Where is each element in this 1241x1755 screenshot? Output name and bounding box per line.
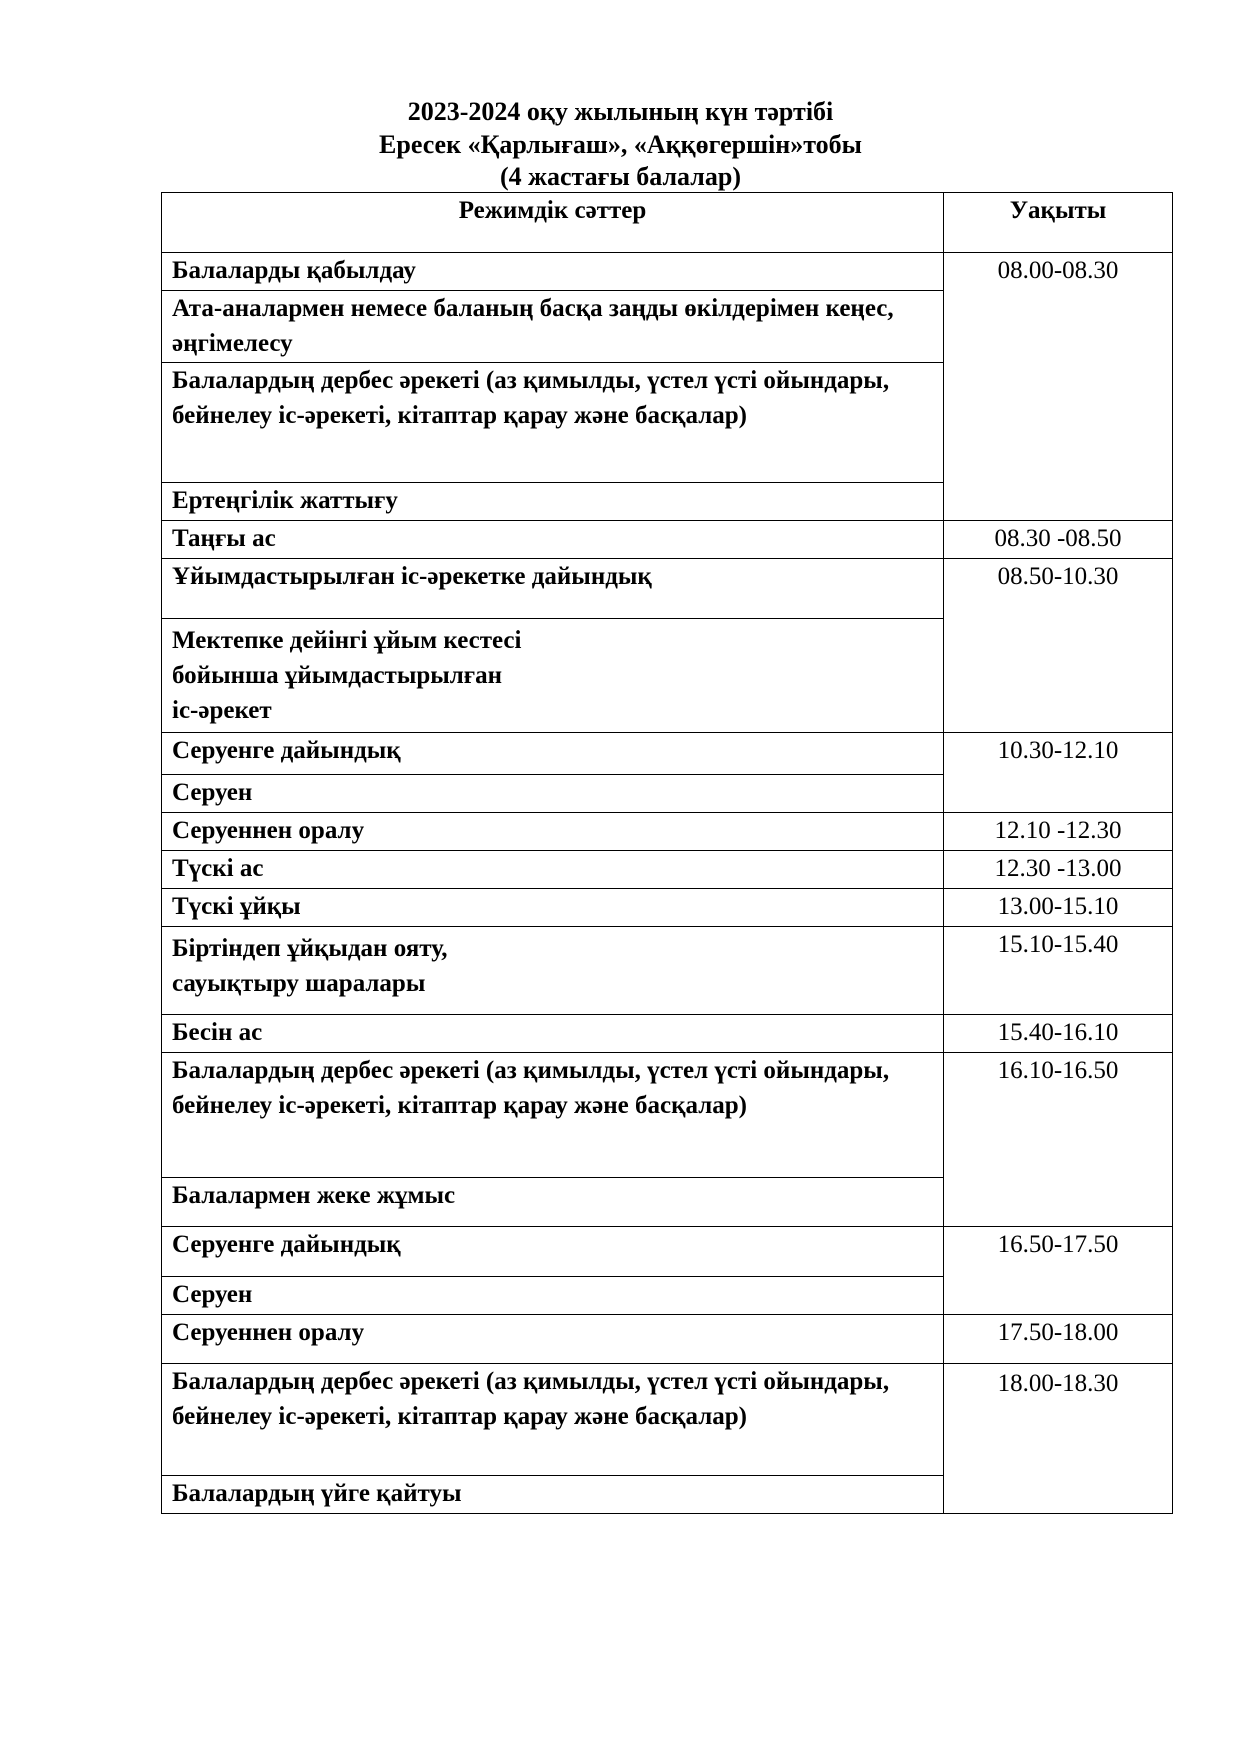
table-row [162, 813, 1173, 851]
table-row [162, 889, 1173, 927]
time-cell: 08.30 -08.50 [944, 521, 1173, 559]
activity-line: бойынша ұйымдастырылған [172, 662, 503, 689]
table-header-row [162, 193, 1173, 253]
activity-cell: Түскі ұйқы [162, 889, 944, 927]
time-cell: 12.30 -13.00 [944, 851, 1173, 889]
document-title: 2023-2024 оқу жылының күн тәртібі [407, 97, 834, 126]
time-cell: 15.40-16.10 [944, 1015, 1173, 1053]
time-cell: 17.50-18.00 [944, 1315, 1173, 1364]
table-row [162, 1015, 1173, 1053]
table-row [162, 1315, 1173, 1364]
time-cell: 08.50-10.30 [944, 559, 1173, 733]
group-name: Ересек «Қарлығаш», «Аққөгершін»тобы [379, 130, 862, 159]
time-cell: 13.00-15.10 [944, 889, 1173, 927]
activity-cell: Балалардың дербес әрекеті (аз қимылды, үстел үсті ойындары, бейнелеу іс-әрекеті, кітаптар қарау және басқалар) [162, 1053, 944, 1178]
schedule-table [161, 192, 1173, 1514]
activity-cell: Серуеннен оралу [162, 1315, 944, 1364]
time-cell: 08.00-08.30 [944, 253, 1173, 521]
table-row [162, 1053, 1173, 1178]
time-cell: 18.00-18.30 [944, 1364, 1173, 1514]
activity-line: сауықтыру шаралары [172, 970, 426, 997]
time-cell: 10.30-12.10 [944, 733, 1173, 813]
table-row [162, 559, 1173, 619]
activity-cell: Серуен [162, 775, 944, 813]
activity-cell: Бесін ас [162, 1015, 944, 1053]
activity-cell [162, 619, 944, 733]
age-group: (4 жастағы балалар) [500, 162, 741, 191]
table-row [162, 851, 1173, 889]
activity-cell: Серуен [162, 1277, 944, 1315]
activity-cell: Ата-аналармен немесе баланың басқа заңды өкілдерімен кеңес, әңгімелесу [162, 291, 944, 363]
activity-cell: Түскі ас [162, 851, 944, 889]
activity-cell: Балалардың дербес әрекеті (аз қимылды, үстел үсті ойындары, бейнелеу іс-әрекеті, кітаптар қарау және басқалар) [162, 363, 944, 483]
table-row [162, 733, 1173, 775]
activity-cell: Балалардың үйге қайтуы [162, 1476, 944, 1514]
activity-cell: Ұйымдастырылған іс-әрекетке дайындық [162, 559, 944, 619]
header-activity: Режимдік сәттер [162, 193, 944, 253]
activity-cell: Балаларды қабылдау [162, 253, 944, 291]
activity-cell: Таңғы ас [162, 521, 944, 559]
activity-line: Біртіндеп ұйқыдан ояту, [172, 935, 448, 962]
activity-cell: Серуенге дайындық [162, 733, 944, 775]
activity-cell: Ертеңгілік жаттығу [162, 483, 944, 521]
table-row [162, 1227, 1173, 1277]
activity-line: Мектепке дейінгі ұйым кестесі [172, 627, 522, 654]
time-cell: 16.50-17.50 [944, 1227, 1173, 1315]
activity-cell: Балалармен жеке жұмыс [162, 1178, 944, 1227]
activity-cell [162, 927, 944, 1015]
time-cell: 12.10 -12.30 [944, 813, 1173, 851]
table-row [162, 253, 1173, 291]
table-row [162, 1364, 1173, 1476]
activity-line: іс-әрекет [172, 697, 272, 724]
header-time: Уақыты [944, 193, 1173, 253]
activity-cell: Серуенге дайындық [162, 1227, 944, 1277]
table-row [162, 521, 1173, 559]
activity-cell: Балалардың дербес әрекеті (аз қимылды, үстел үсті ойындары, бейнелеу іс-әрекеті, кітаптар қарау және басқалар) [162, 1364, 944, 1476]
activity-cell: Серуеннен оралу [162, 813, 944, 851]
table-row [162, 927, 1173, 1015]
time-cell: 15.10-15.40 [944, 927, 1173, 1015]
time-cell: 16.10-16.50 [944, 1053, 1173, 1227]
